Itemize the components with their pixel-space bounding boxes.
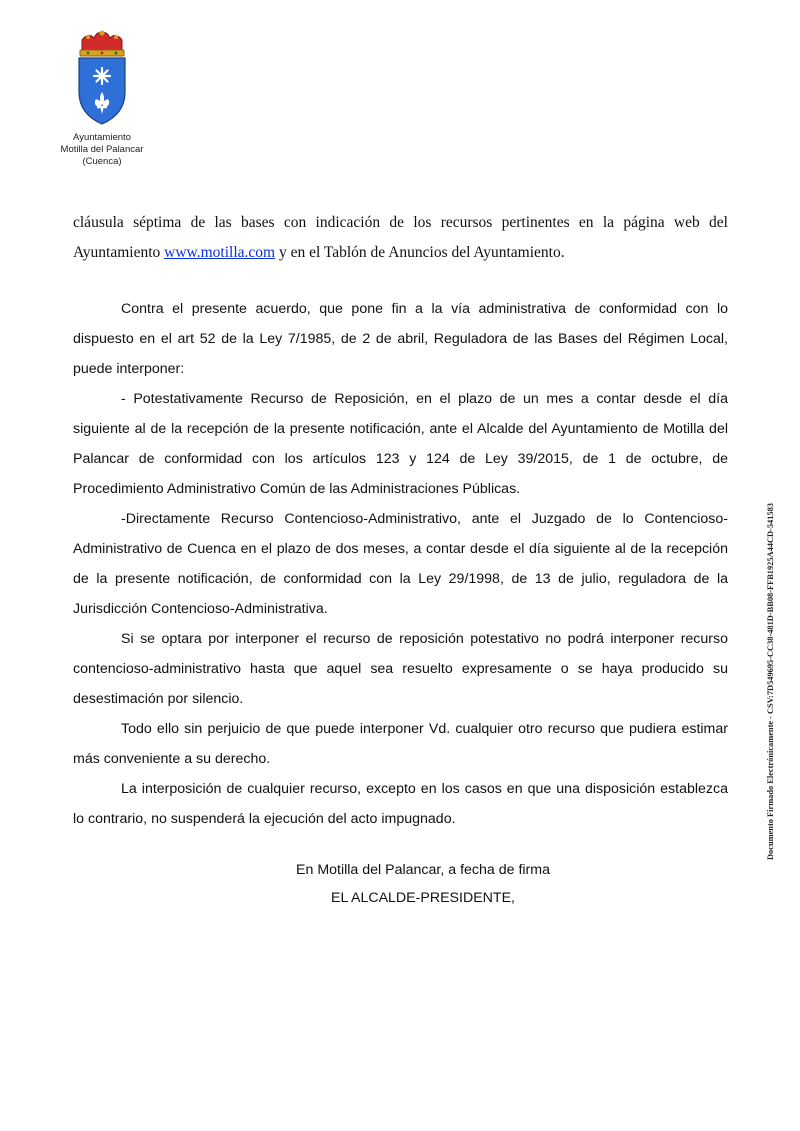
org-name: Ayuntamiento — [73, 132, 131, 143]
org-town: Motilla del Palancar — [60, 144, 144, 155]
paragraph-no-suspension: La interposición de cualquier recurso, excepto en los casos en que una disposición establezca lo contrario, no suspenderá la ejecución del acto impugnado. — [73, 781, 728, 827]
paragraph-other-appeals: Todo ello sin perjuicio de que puede interponer Vd. cualquier otro recurso que pudiera estimar más conveniente a su derecho. — [73, 721, 728, 767]
paragraph-agreement: Contra el presente acuerdo, que pone fin a la vía administrativa de conformidad con lo dispuesto en el art 52 de la Ley 7/1985, de 2 de abril, Reguladora de las Bases del Régimen Local, puede interponer: — [73, 301, 728, 377]
appeals-section — [73, 294, 728, 834]
paragraph-reposicion: - Potestativamente Recurso de Reposición, en el plazo de un mes a contar desde el día siguiente al de la recepción de la presente notificación, ante el Alcalde del Ayuntamiento de Motilla del Palancar de conformidad con los artículos 123 y 124 de Ley 39/2015, de 1 de octubre, de Procedimiento Administrativo Común de las Administraciones Públicas. — [73, 391, 728, 497]
coat-of-arms-icon — [74, 30, 130, 128]
signer-title: EL ALCALDE-PRESIDENTE, — [331, 890, 515, 906]
paragraph-optional-appeal: Si se optara por interponer el recurso de reposición potestativo no podrá interponer recurso contencioso-administrativo hasta que aquel sea resuelto expresamente o se haya producido su desestimación por silencio. — [73, 631, 728, 707]
paragraph-contencioso: -Directamente Recurso Contencioso-Administrativo, ante el Juzgado de lo Contencioso-Administrativo de Cuenca en el plazo de dos meses, a contar desde el día siguiente al de la recepción de la presente notificación, de conformidad con la Ley 29/1998, de 13 de julio, reguladora de la Jurisdicción Contencioso-Administrativa. — [73, 511, 728, 617]
letterhead — [52, 30, 152, 168]
electronic-signature-note: Documento Firmado Electrónicamente - CSV:7D549695-CC38-481D-BB08-FFB1925A44CD-541583 — [766, 503, 775, 860]
paragraph-intro: cláusula séptima de las bases con indicación de los recursos pertinentes en la página web del Ayuntamiento www.motilla.com y en el Tablón de Anuncios del Ayuntamiento. — [73, 214, 728, 261]
website-link[interactable]: www.motilla.com — [164, 244, 276, 261]
closing-place-date: En Motilla del Palancar, a fecha de firma — [296, 862, 550, 878]
intro-paragraph-block — [73, 208, 728, 268]
org-province: (Cuenca) — [82, 156, 122, 167]
